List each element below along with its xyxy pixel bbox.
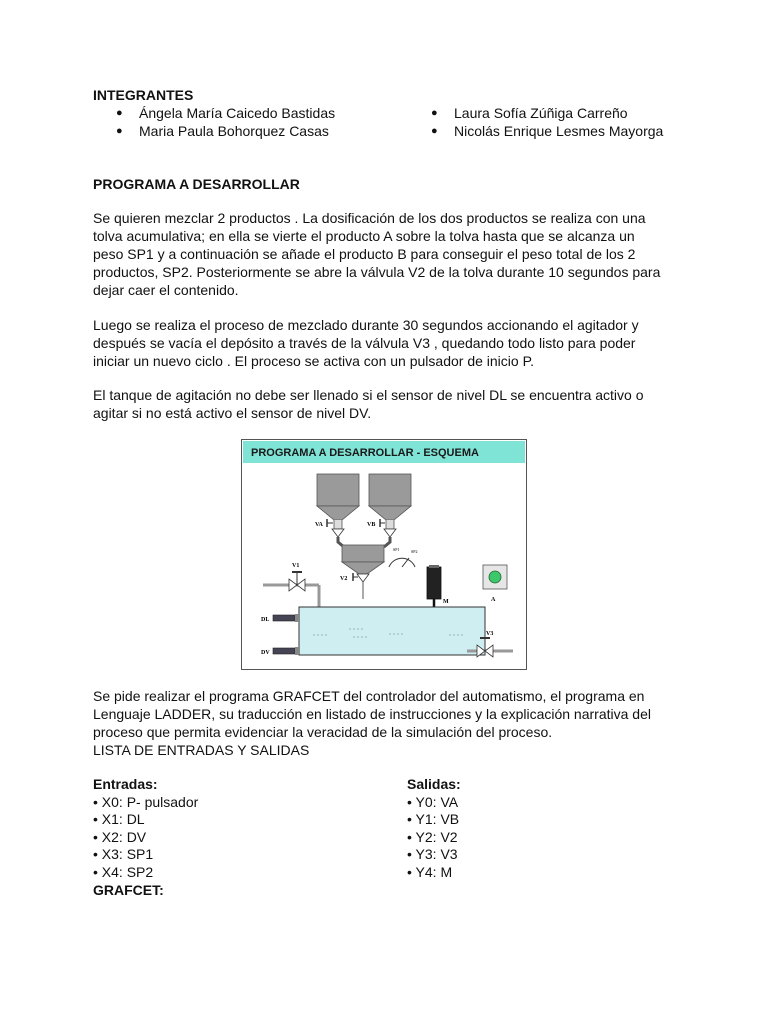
start-button-a-icon (483, 565, 507, 589)
lista-heading: LISTA DE ENTRADAS Y SALIDAS (93, 742, 310, 758)
text-line: Luego se realiza el proceso de mezclado durante 30 segundos accionando el agitador y (93, 317, 639, 333)
label-vb: VB (367, 522, 376, 528)
io-item: • X4: SP2 (93, 863, 154, 880)
label-dv: DV (261, 650, 270, 656)
mixing-tank (299, 607, 485, 655)
label-dl: DL (261, 617, 270, 623)
text-line: Lenguaje LADDER, su traducción en listado de instrucciones y la explicación narrativa del (93, 706, 651, 722)
label-v3: V3 (486, 631, 494, 637)
text-line: después se vacía el depósito a través de la válvula V3 , quedando todo listo para poder (93, 335, 636, 351)
io-item: • Y2: V2 (407, 828, 458, 845)
grafcet-heading: GRAFCET: (93, 881, 164, 898)
figure-banner-title: PROGRAMA A DESARROLLAR - ESQUEMA (251, 447, 479, 459)
io-item: • X2: DV (93, 828, 147, 845)
sensor-dl-icon (273, 614, 299, 622)
label-va: VA (315, 522, 323, 528)
paragraph-mezclado (93, 316, 683, 370)
member-name: Maria Paula Bohorquez Casas (139, 123, 329, 139)
text-line: productos, SP2. Posteriormente se abre la válvula V2 de la tolva durante 10 segundos para (93, 264, 661, 280)
member-name: Laura Sofía Zúñiga Carreño (454, 105, 628, 121)
io-item: • X0: P- pulsador (93, 793, 199, 810)
member-item (116, 104, 416, 122)
integrantes-heading: INTEGRANTES (93, 87, 194, 103)
entradas-list (93, 776, 198, 899)
member-name: Nicolás Enrique Lesmes Mayorga (454, 123, 664, 139)
bullet-icon: ● (116, 125, 123, 137)
process-schematic-figure (241, 439, 527, 670)
io-item: • X1: DL (93, 811, 145, 828)
label-v1: V1 (292, 563, 300, 569)
text-line: agitar si no está activo el sensor de nivel DV. (93, 405, 372, 421)
text-line: tolva acumulativa; en ella se vierte el producto A sobre la tolva hasta que se alcanza un (93, 228, 635, 244)
io-item: • Y3: V3 (407, 846, 458, 863)
member-item (431, 104, 731, 122)
text-line: peso SP1 y a continuación se añade el producto B para conseguir el peso total de los 2 (93, 246, 636, 262)
io-item: • Y4: M (407, 863, 453, 880)
label-sp2: SP2 (411, 549, 418, 554)
io-item: • Y1: VB (407, 811, 460, 828)
label-m: M (443, 599, 449, 605)
paragraph-sensores (93, 386, 683, 422)
text-line: iniciar un nuevo ciclo . El proceso se activa con un pulsador de inicio P. (93, 353, 534, 369)
programa-heading: PROGRAMA A DESARROLLAR (93, 176, 300, 192)
salidas-heading: Salidas: (407, 776, 461, 792)
io-item: • Y0: VA (407, 793, 459, 810)
text-line: proceso que permita evidenciar la veracidad de la simulación del proceso. (93, 724, 553, 740)
io-item: • X3: SP1 (93, 846, 154, 863)
member-item (116, 122, 416, 140)
bullet-icon: ● (431, 125, 438, 137)
bullet-icon: ● (116, 107, 123, 119)
member-name: Ángela María Caicedo Bastidas (139, 105, 336, 121)
text-line: dejar caer el contenido. (93, 282, 239, 298)
paragraph-dosificacion (93, 209, 683, 299)
label-v2: V2 (340, 576, 348, 582)
text-line: Se pide realizar el programa GRAFCET del controlador del automatismo, el programa en (93, 688, 645, 704)
text-line: El tanque de agitación no debe ser llenado si el sensor de nivel DL se encuentra activo o (93, 387, 644, 403)
entradas-heading: Entradas: (93, 776, 158, 792)
text-line: Se quieren mezclar 2 productos . La dosificación de los dos productos se realiza con una (93, 210, 646, 226)
paragraph-se-pide (93, 687, 683, 759)
salidas-list (407, 776, 461, 882)
member-item (431, 122, 731, 140)
label-sp1: SP1 (393, 547, 400, 552)
bullet-icon: ● (431, 107, 438, 119)
label-a: A (491, 597, 496, 603)
sensor-dv-icon (273, 647, 299, 655)
